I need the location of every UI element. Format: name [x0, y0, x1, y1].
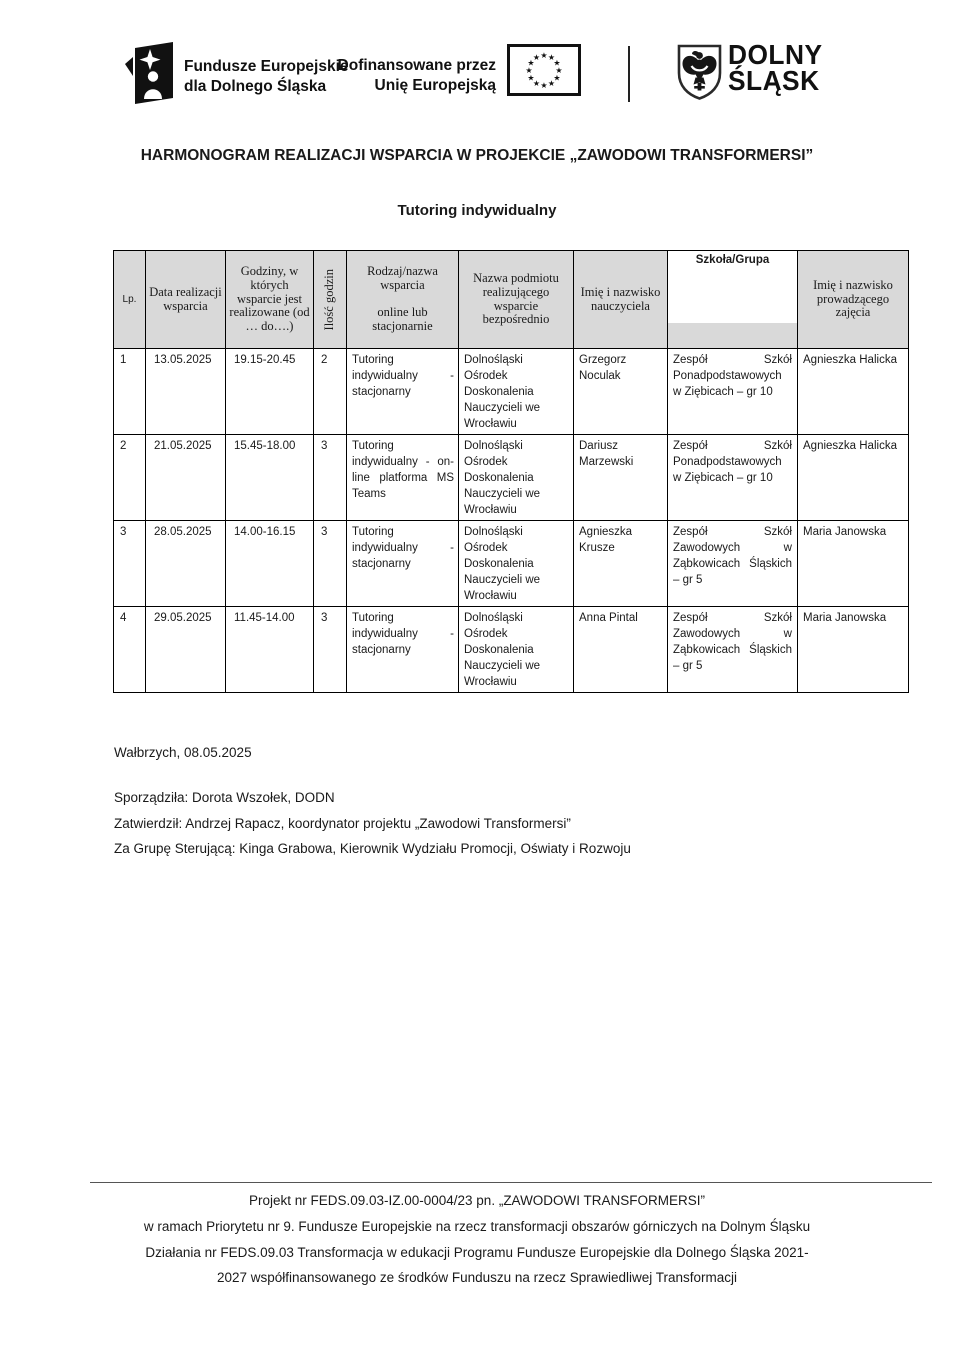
- svg-text:★: ★: [553, 58, 561, 68]
- cell-hours-count: 2: [314, 349, 347, 435]
- cell-leader: Maria Janowska: [798, 521, 909, 607]
- header-school-group-label: Szkoła/Grupa: [668, 251, 797, 323]
- prepared-by: Sporządziła: Dorota Wszołek, DODN: [114, 790, 335, 805]
- header-hours-count: [314, 251, 347, 349]
- header-teacher: Imię i nazwisko nauczyciela: [574, 251, 668, 349]
- steering-group: Za Grupę Sterującą: Kinga Grabowa, Kierownik Wydziału Promocji, Oświaty i Rozwoju: [114, 841, 631, 856]
- cell-support-type: Tutoring indywidualny - stacjonarny: [347, 521, 459, 607]
- cell-support-type: Tutoring indywidualny - stacjonarny: [347, 607, 459, 693]
- cell-leader: Agnieszka Halicka: [798, 435, 909, 521]
- cell-provider: Dolnośląski Ośrodek Doskonalenia Nauczycieli we Wrocławiu: [459, 521, 574, 607]
- svg-text:★: ★: [527, 73, 535, 83]
- header-lp: Lp.: [114, 251, 146, 349]
- eu-funding-line1: Dofinansowane przez: [337, 57, 496, 74]
- cell-provider: Dolnośląski Ośrodek Doskonalenia Nauczycieli we Wrocławiu: [459, 607, 574, 693]
- cell-hours-count: 3: [314, 521, 347, 607]
- footer-line: Projekt nr FEDS.09.03-IZ.00-0004/23 pn. „ZAWODOWI TRANSFORMERSI”: [248, 1193, 706, 1208]
- fe-flag-star-person-logo-icon: [123, 38, 177, 111]
- svg-text:★: ★: [540, 51, 548, 60]
- cell-lp: 4: [114, 607, 146, 693]
- svg-text:★: ★: [540, 81, 548, 90]
- region-logo-text: [728, 39, 823, 96]
- header-support-type-line2: online lub stacjonarnie: [372, 305, 433, 333]
- header-date: Data realizacji wsparcia: [146, 251, 226, 349]
- svg-text:★: ★: [555, 66, 563, 75]
- cell-lp: 1: [114, 349, 146, 435]
- region-logo-line2: ŚLĄSK: [728, 65, 820, 96]
- table-row: [114, 349, 909, 435]
- cell-teacher: Agnieszka Krusze: [574, 521, 668, 607]
- cell-leader: Maria Janowska: [798, 607, 909, 693]
- svg-text:★: ★: [553, 73, 561, 83]
- cell-hours: 14.00-16.15: [226, 521, 314, 607]
- cell-hours-count: 3: [314, 607, 347, 693]
- footer-line: Działania nr FEDS.09.03 Transformacja w edukacji Programu Fundusze Europejskie dla Dolnego Śląska 2021-: [145, 1244, 809, 1260]
- cell-provider: Dolnośląski Ośrodek Doskonalenia Nauczycieli we Wrocławiu: [459, 435, 574, 521]
- cell-school-group: Zespół Szkół Zawodowych w Ząbkowicach Śląskich – gr 5: [668, 521, 798, 607]
- cell-lp: 2: [114, 435, 146, 521]
- fe-logo-line1: Fundusze Europejskie: [184, 58, 349, 75]
- header-support-type: [347, 251, 459, 349]
- svg-text:★: ★: [547, 79, 556, 88]
- region-logo-line1: DOLNY: [728, 39, 823, 70]
- header-divider: [628, 46, 630, 102]
- table-row: [114, 607, 909, 693]
- signoff-block: [114, 744, 631, 862]
- cell-date: 21.05.2025: [146, 435, 226, 521]
- eu-funding-line2: Unię Europejską: [374, 77, 496, 94]
- cell-provider: Dolnośląski Ośrodek Doskonalenia Nauczycieli we Wrocławiu: [459, 349, 574, 435]
- document-title: HARMONOGRAM REALIZACJI WSPARCIA W PROJEKCIE „ZAWODOWI TRANSFORMERSI”: [140, 147, 814, 164]
- place-and-date: Wałbrzych, 08.05.2025: [114, 745, 252, 760]
- svg-text:★: ★: [525, 66, 533, 75]
- cell-support-type: Tutoring indywidualny - stacjonarny: [347, 349, 459, 435]
- approved-by: Zatwierdził: Andrzej Rapacz, koordynator projektu „Zawodowi Transformersi”: [114, 815, 571, 831]
- footer-separator-line: [90, 1182, 932, 1183]
- cell-school-group: Zespół Szkół Ponadpodstawowych w Ziębicach – gr 10: [668, 349, 798, 435]
- cell-hours: 19.15-20.45: [226, 349, 314, 435]
- svg-text:★: ★: [527, 58, 535, 68]
- svg-text:★: ★: [547, 53, 556, 62]
- cell-school-group: Zespół Szkół Zawodowych w Ząbkowicach Śląskich – gr 5: [668, 607, 798, 693]
- fe-logo-line2: dla Dolnego Śląska: [184, 78, 327, 95]
- cell-hours-count: 3: [314, 435, 347, 521]
- cell-date: 29.05.2025: [146, 607, 226, 693]
- eu-funding-text: [320, 56, 496, 96]
- header-support-type-line1: Rodzaj/nazwa wsparcia: [367, 264, 438, 293]
- header-hours-count-label: Ilość godzin: [322, 268, 337, 331]
- cell-teacher: Grzegorz Noculak: [574, 349, 668, 435]
- cell-school-group: Zespół Szkół Ponadpodstawowych w Ziębicach – gr 10: [668, 435, 798, 521]
- header-leader: Imię i nazwisko prowadzącego zajęcia: [798, 251, 909, 349]
- eu-flag-icon: [507, 44, 581, 101]
- schedule-table: [113, 250, 909, 693]
- header-hours: Godziny, w których wsparcie jest realizowane (od … do….): [226, 251, 314, 349]
- document-subtitle: Tutoring indywidualny: [397, 202, 557, 219]
- cell-lp: 3: [114, 521, 146, 607]
- cell-hours: 11.45-14.00: [226, 607, 314, 693]
- cell-date: 28.05.2025: [146, 521, 226, 607]
- dolny-slask-eagle-shield-icon: [676, 43, 723, 106]
- header-provider: Nazwa podmiotu realizującego wsparcie bezpośrednio: [459, 251, 574, 349]
- table-header-row: [114, 251, 909, 349]
- cell-leader: Agnieszka Halicka: [798, 349, 909, 435]
- cell-date: 13.05.2025: [146, 349, 226, 435]
- cell-teacher: Anna Pintal: [574, 607, 668, 693]
- cell-teacher: Dariusz Marzewski: [574, 435, 668, 521]
- cell-hours: 15.45-18.00: [226, 435, 314, 521]
- table-row: [114, 521, 909, 607]
- footer-line: 2027 współfinansowanego ze środków Funduszu na rzecz Sprawiedliwej Transformacji: [216, 1270, 737, 1286]
- svg-text:★: ★: [532, 53, 541, 62]
- footer-line: w ramach Priorytetu nr 9. Fundusze Europejskie na rzecz transformacji obszarów górniczych na Dolnym Śląsku: [143, 1218, 811, 1234]
- svg-text:★: ★: [532, 79, 541, 88]
- project-footer: [40, 1188, 914, 1291]
- table-row: [114, 435, 909, 521]
- cell-support-type: Tutoring indywidualny - on-line platforma MS Teams: [347, 435, 459, 521]
- header-school-group: [668, 251, 798, 349]
